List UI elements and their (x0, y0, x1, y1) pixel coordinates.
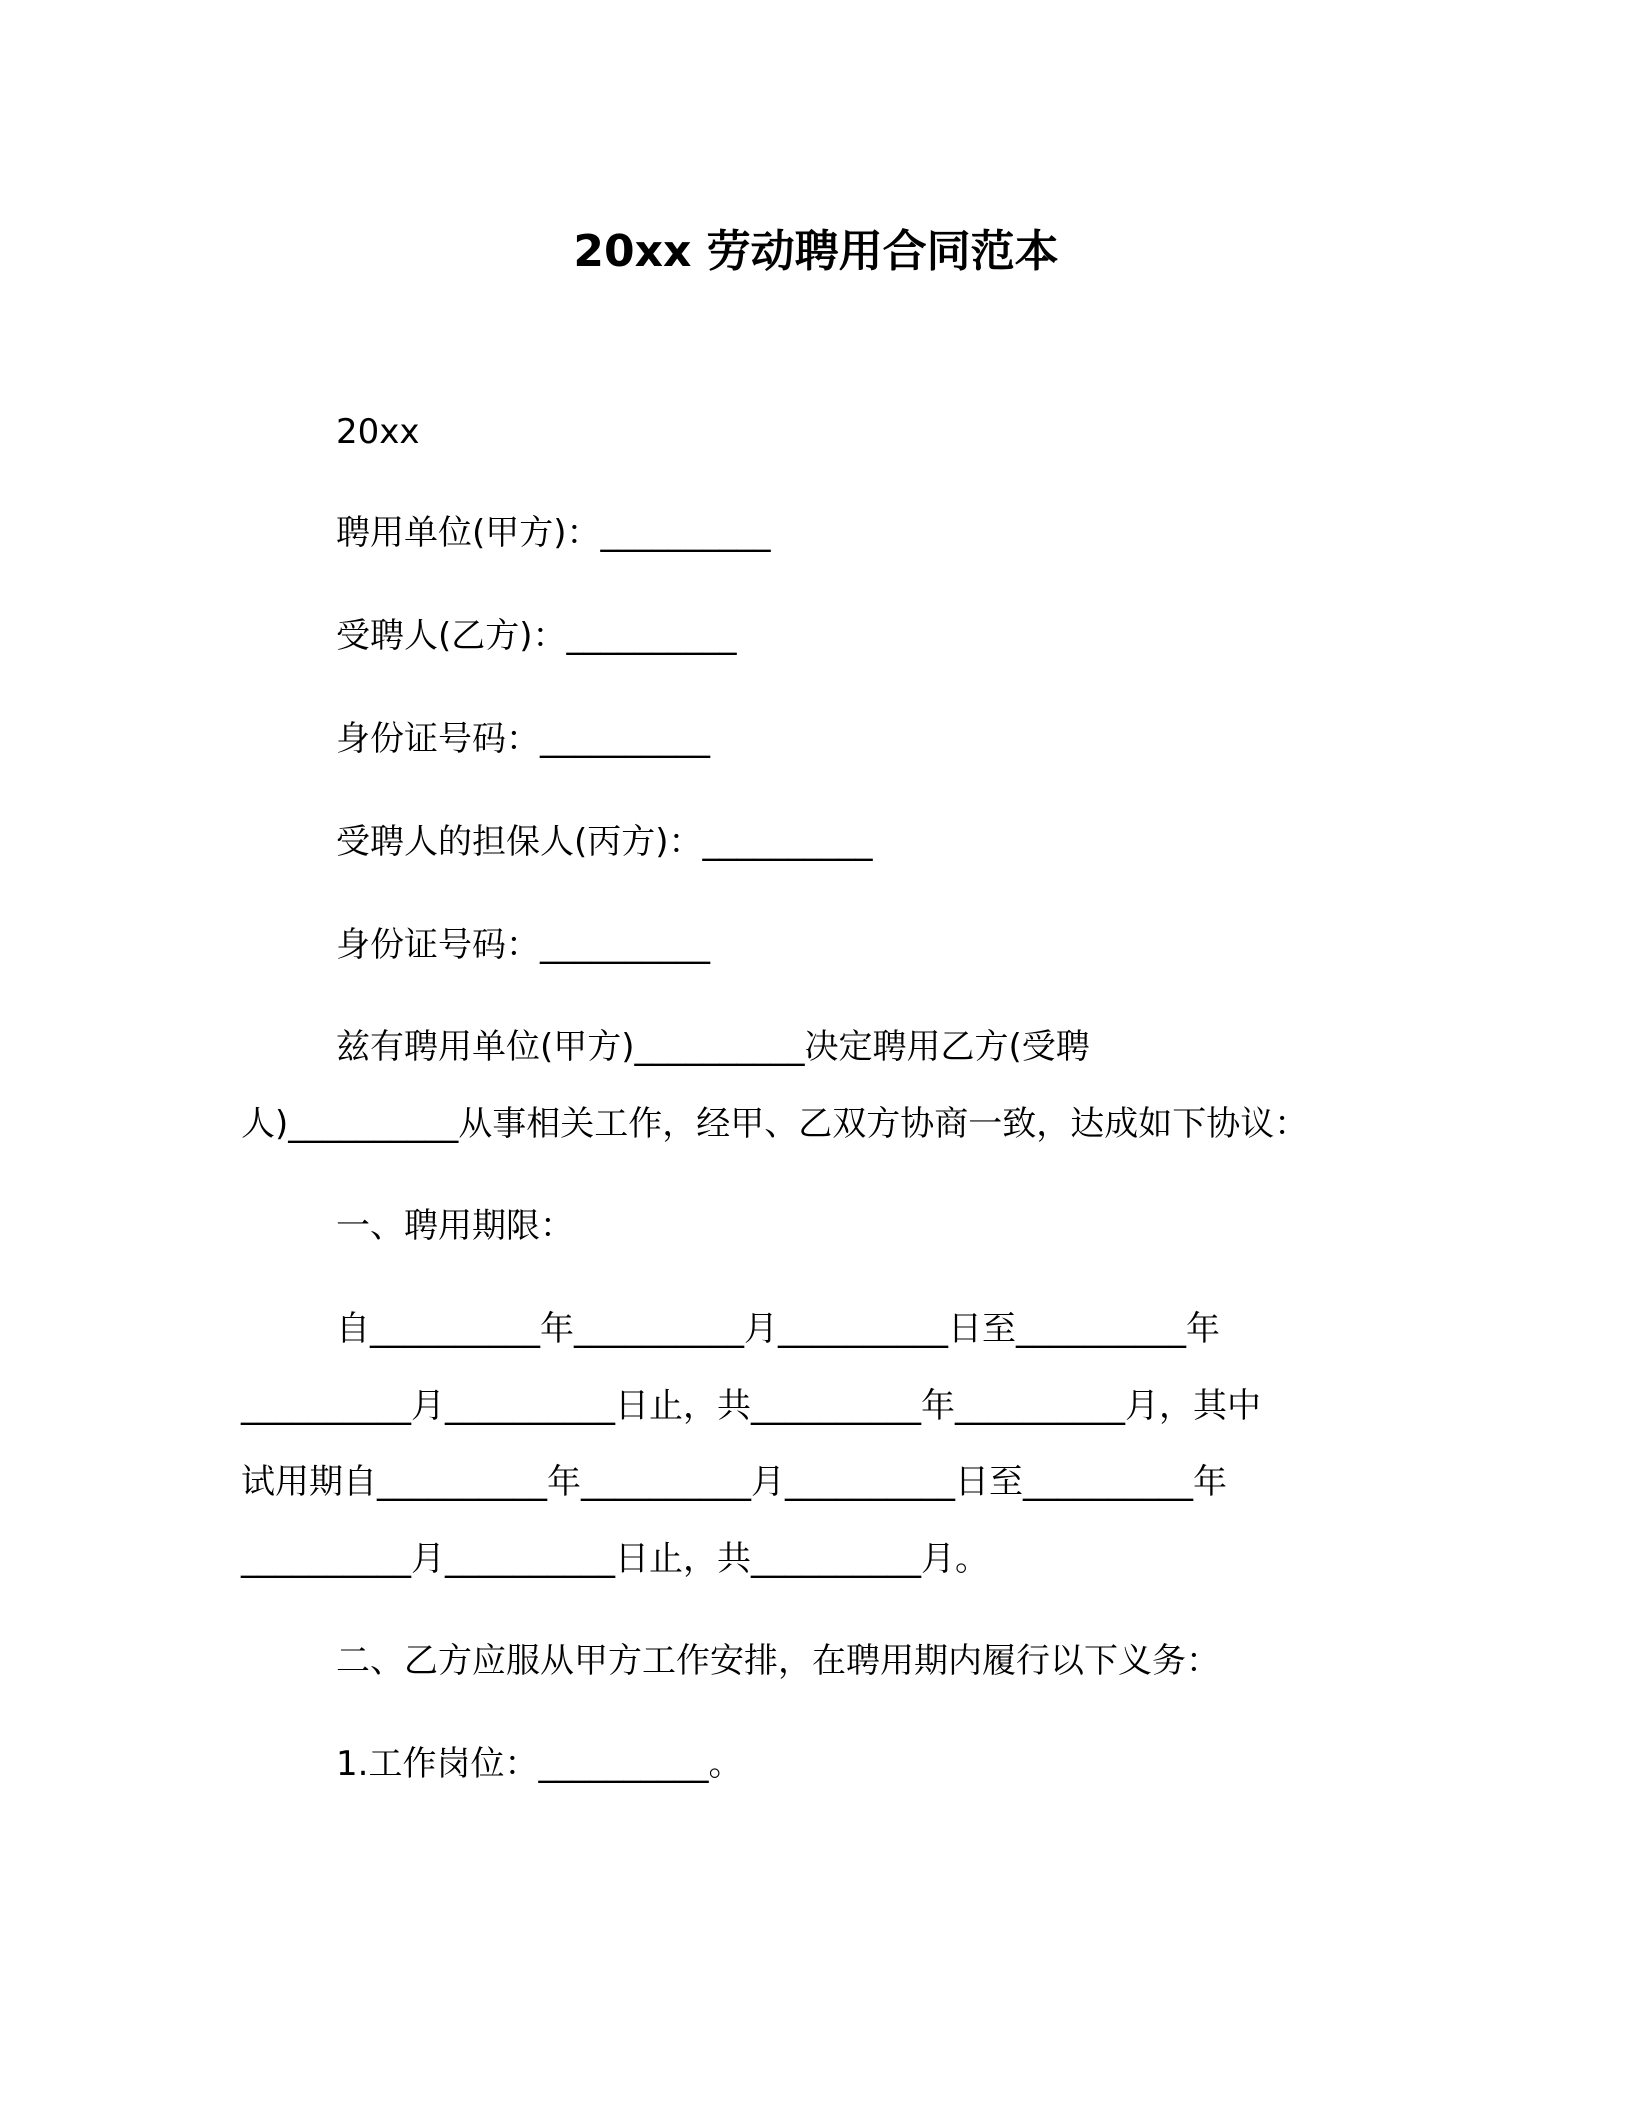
employer-field-line: 聘用单位(甲方)：__________ (336, 513, 771, 553)
intro-paragraph-line-1: 兹有聘用单位(甲方)__________决定聘用乙方(受聘 (336, 1027, 1090, 1067)
guarantor-field-line: 受聘人的担保人(丙方)：__________ (336, 822, 873, 862)
section-1-heading: 一、聘用期限： (336, 1206, 574, 1246)
section-2-heading: 二、乙方应服从甲方工作安排，在聘用期内履行以下义务： (336, 1641, 1220, 1681)
job-position-line: 1.工作岗位：__________。 (336, 1744, 743, 1784)
term-paragraph-line-3: 试用期自__________年__________月__________日至__________年 (241, 1462, 1227, 1502)
term-paragraph-line-2: __________月__________日止，共__________年__________月，其中 (241, 1386, 1261, 1426)
term-paragraph-line-4: __________月__________日止，共__________月。 (241, 1539, 989, 1579)
term-paragraph-line-1: 自__________年__________月__________日至__________年 (336, 1309, 1220, 1349)
intro-paragraph-line-2: 人)__________从事相关工作，经甲、乙双方协商一致，达成如下协议： (241, 1104, 1309, 1144)
document-title: 20xx 劳动聘用合同范本 (573, 226, 1059, 277)
guarantor-id-field-line: 身份证号码：__________ (336, 925, 710, 965)
employee-field-line: 受聘人(乙方)：__________ (336, 616, 737, 656)
year-line: 20xx (336, 412, 420, 452)
employee-id-field-line: 身份证号码：__________ (336, 719, 710, 759)
